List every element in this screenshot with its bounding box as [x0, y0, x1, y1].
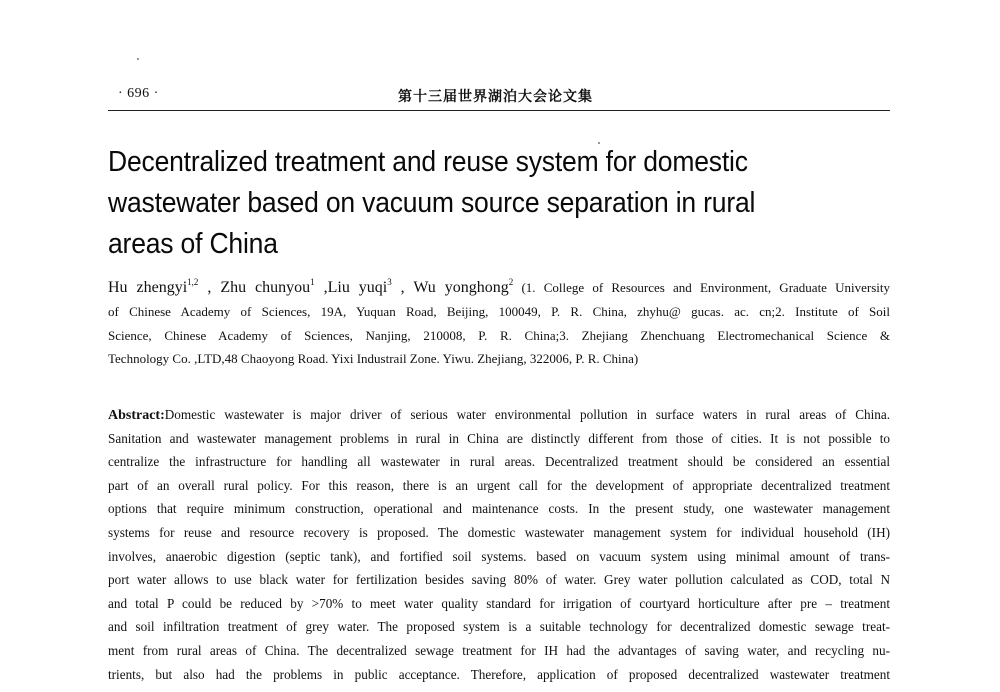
header-rule [108, 110, 890, 111]
author-separator: , [314, 279, 328, 296]
abstract-line: centralize the infrastructure for handling all wastewater in rural areas. Decentralized treatment should be considered an essential [108, 454, 890, 470]
title-line: wastewater based on vacuum source separation in rural [108, 187, 756, 219]
abstract-line: trients, but also had the problems in public acceptance. Therefore, application of proposed decentralized wastewater treatment [108, 666, 890, 682]
abstract-text: Domestic wastewater is major driver of serious water environmental pollution in surface waters in rural areas of China. [164, 407, 890, 422]
author-separator: , [198, 279, 221, 296]
abstract-line: and total P could be reduced by >70% to meet water quality standard for irrigation of courtyard horticulture after pre – treatment [108, 595, 890, 611]
abstract-colon: : [160, 408, 165, 423]
affiliation-line: Technology Co. ,LTD,48 Chaoyong Road. Yixi Industrail Zone. Yiwu. Zhejiang, 322006, P. R. China) [108, 351, 639, 366]
scan-speck [137, 58, 139, 60]
abstract-line: options that require minimum construction, operational and maintenance costs. In the present study, one wastewater management [108, 501, 890, 517]
abstract-line: and soil infiltration treatment of grey water. The proposed system is a suitable technology for decentralized domestic sewage treat- [108, 619, 890, 635]
abstract-line: part of an overall rural policy. For this reason, there is an urgent call for the development of appropriate decentralized treatment [108, 477, 890, 493]
authors-line [108, 276, 890, 300]
abstract-line: Sanitation and wastewater management problems in rural in China are distinctly different from those of cities. It is not possible to [108, 430, 890, 446]
paper-title [108, 142, 815, 265]
author-affiliation-mark: 3 [387, 277, 392, 287]
author-separator: , [391, 279, 414, 296]
title-line: Decentralized treatment and reuse system for domestic [108, 146, 748, 178]
abstract-line [108, 403, 890, 427]
running-header [108, 86, 890, 108]
author-name: Hu zhengyi [108, 279, 188, 296]
abstract-line: systems for reuse and resource recovery is proposed. The domestic wastewater management system for individual household (IH) [108, 524, 890, 540]
title-line: areas of China [108, 228, 278, 260]
abstract-line: port water allows to use black water for fertilization besides saving 80% of water. Grey water pollution calculated as COD, total N [108, 572, 890, 588]
authors-affiliations [108, 276, 890, 371]
abstract-label: Abstract [108, 408, 161, 423]
author-name: Wu yonghong [413, 279, 509, 296]
affiliation-text: (1. College of Resources and Environment, Graduate University [521, 280, 891, 295]
proceedings-title: 第十三届世界湖泊大会论文集 [398, 89, 593, 105]
author-list [108, 279, 513, 296]
abstract-line: involves, anaerobic digestion (septic tank), and fortified soil systems. based on vacuum system using minimal amount of trans- [108, 548, 890, 564]
affiliation-line: Science, Chinese Academy of Sciences, Nanjing, 210008, P. R. China;3. Zhejiang Zhenchuang Electromechanical Science & [108, 327, 890, 343]
author-name: Liu yuqi [327, 279, 388, 296]
affiliation-line: of Chinese Academy of Sciences, 19A, Yuquan Road, Beijing, 100049, P. R. China, zhyhu@ gucas. ac. cn;2. Institute of Soil [108, 304, 890, 319]
author-affiliation-mark: 1 [310, 277, 315, 287]
abstract [108, 403, 890, 686]
author-name: Zhu chunyou [220, 279, 311, 296]
page-number: · 696 · [118, 86, 159, 101]
author-affiliation-mark: 1,2 [187, 277, 199, 287]
author-affiliation-mark: 2 [508, 277, 514, 287]
abstract-line: ment from rural areas of China. The decentralized sewage treatment for IH had the advantages of saving water, and recycling nu- [108, 642, 890, 658]
